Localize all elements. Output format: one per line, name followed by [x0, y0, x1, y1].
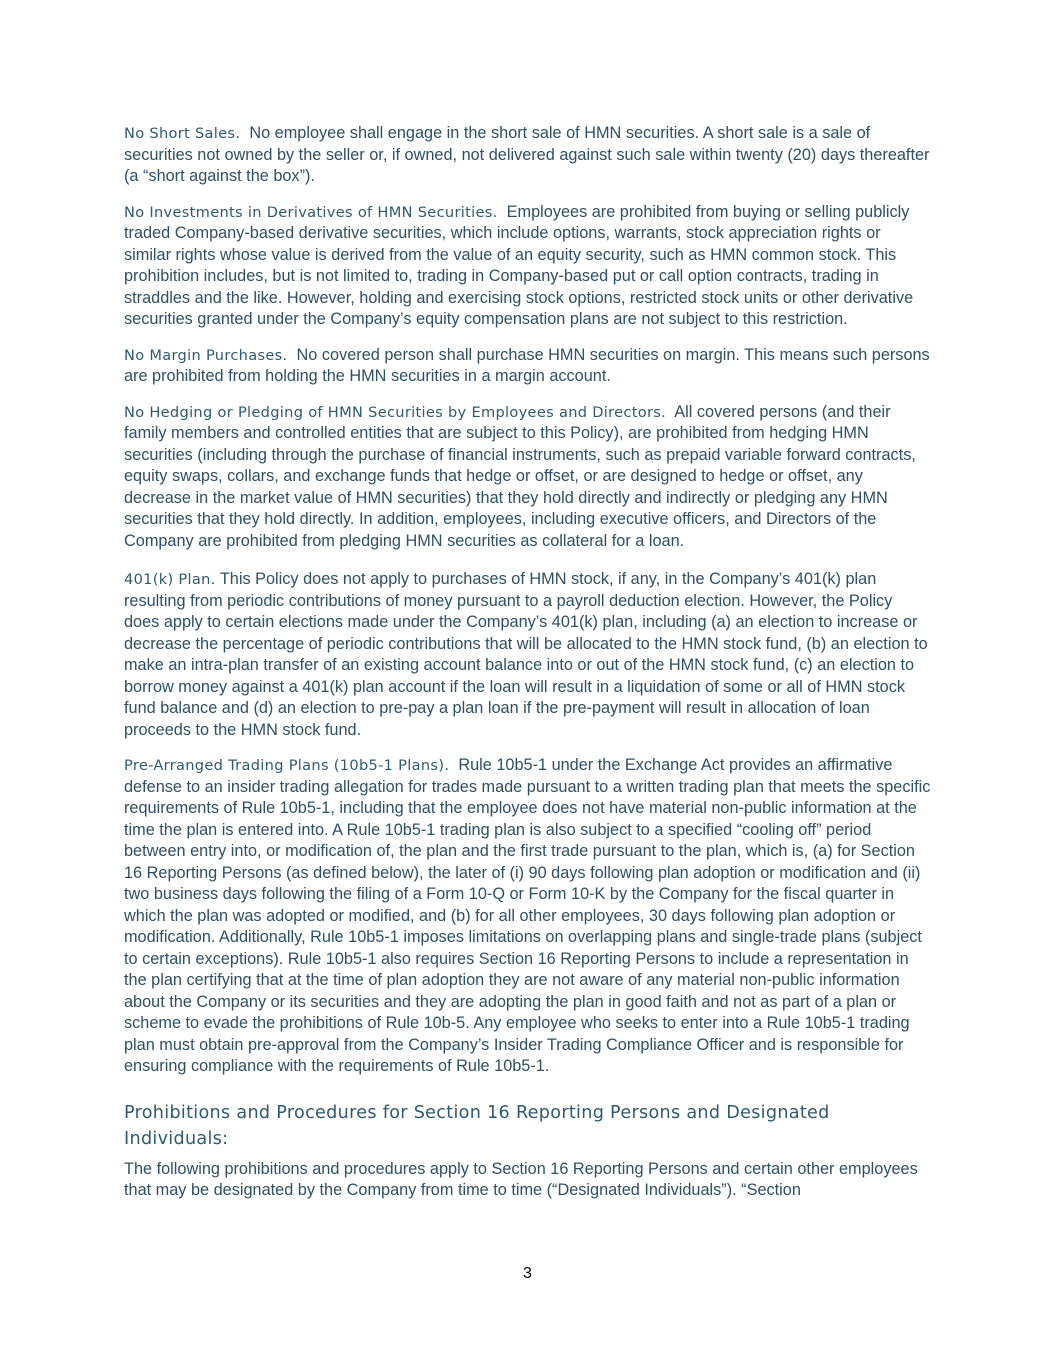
paragraph-lead: Pre-Arranged Trading Plans (10b5-1 Plans). — [124, 757, 450, 774]
paragraph-text: No covered person shall purchase HMN securities on margin. This means such persons are prohibited from holding the HMN securities in a margin account. — [124, 345, 930, 385]
paragraph-text: Employees are prohibited from buying or selling publicly traded Company-based derivative securities, which include options, warrants, stock appreciation rights or similar rights whose value is derived from the value of an equity security, such as HMN common stock. This prohibition includes, but is not limited to, trading in Company-based put or call option contracts, trading in straddles and the like. However, holding and exercising stock options, restricted stock units or other derivative securities granted under the Company’s equity compensation plans are not subject to this restriction. — [124, 202, 914, 328]
page-content — [124, 123, 932, 1216]
paragraph-lead: No Hedging or Pledging of HMN Securities by Employees and Directors. — [124, 403, 667, 421]
paragraph-401k-plan — [124, 569, 932, 741]
paragraph-text: Rule 10b5-1 under the Exchange Act provides an affirmative defense to an insider trading allegation for trades made pursuant to a written trading plan that meets the specific requirements of Rule 10b5-1, including that the employee does not have material non-public information at the time the plan is entered into. A Rule 10b5-1 trading plan is also subject to a specified “cooling off” period between entry into, or modification of, the plan and the first trade pursuant to the plan, which is, (a) for Section 16 Reporting Persons (as defined below), the later of (i) 90 days following plan adoption or modification and (ii) two business days following the filing of a Form 10-Q or Form 10-K by the Company for the fiscal quarter in which the plan was adopted or modified, and (b) for all other employees, 30 days following plan adoption or modification. Additionally, Rule 10b5-1 imposes limitations on overlapping plans and single-trade plans (subject to certain exceptions). Rule 10b5-1 also requires Section 16 Reporting Persons to include a representation in the plan certifying that at the time of plan adoption they are not aware of any material non-public information about the Company or its securities and they are adopting the plan in good faith and not as part of a plan or scheme to evade the prohibitions of Rule 10b-5. Any employee who seeks to enter into a Rule 10b5-1 trading plan must obtain pre-approval from the Company’s Insider Trading Compliance Officer and is responsible for ensuring compliance with the requirements of Rule 10b5-1. — [124, 756, 931, 1075]
paragraph-no-hedging-pledging — [124, 402, 932, 553]
paragraph-text: No employee shall engage in the short sale of HMN securities. A short sale is a sale of securities not owned by the seller or, if owned, not delivered against such sale within twenty (20) days thereafter (a “short against the box”). — [124, 124, 930, 185]
paragraph-lead: No Investments in Derivatives of HMN Securities. — [124, 203, 498, 221]
paragraph-lead: 401(k) Plan. — [124, 571, 216, 588]
paragraph-text: This Policy does not apply to purchases of HMN stock, if any, in the Company’s 401(k) plan resulting from periodic contributions of money pursuant to a payroll deduction election. However, the Policy does apply to certain elections made under the Company’s 401(k) plan, including (a) an election to increase or decrease the percentage of periodic contributions that will be allocated to the HMN stock fund, (b) an election to make an intra-plan transfer of an existing account balance into or out of the HMN stock fund, (c) an election to borrow money against a 401(k) plan account if the loan will result in a liquidation of some or all of HMN stock fund balance and (d) an election to pre-pay a plan loan if the pre-payment will result in allocation of loan proceeds to the HMN stock fund. — [124, 570, 928, 739]
paragraph-10b5-1-plans — [124, 755, 932, 1078]
paragraph-lead: No Margin Purchases. — [124, 346, 288, 364]
section-intro-paragraph: The following prohibitions and procedures apply to Section 16 Reporting Persons and certain other employees that may be designated by the Company from time to time (“Designated Individuals”). “Section — [124, 1159, 918, 1199]
paragraph-lead: No Short Sales. — [124, 125, 241, 142]
paragraph-no-derivatives — [124, 202, 932, 331]
paragraph-no-margin-purchases — [124, 345, 932, 388]
section-heading: Prohibitions and Procedures for Section 16 Reporting Persons and Designated Individuals: — [124, 1102, 830, 1149]
paragraph-text: All covered persons (and their family members and controlled entities that are subject to this Policy), are prohibited from hedging HMN securities (including through the purchase of financial instruments, such as prepaid variable forward contracts, equity swaps, collars, and exchange funds that hedge or offset, or are designed to hedge or offset, any decrease in the market value of HMN securities) that they hold directly and indirectly or pledging any HMN securities that they hold directly. In addition, employees, including executive officers, and Directors of the Company are prohibited from pledging HMN securities as collateral for a loan. — [124, 402, 916, 550]
paragraph-no-short-sales — [124, 123, 932, 188]
page-number: 3 — [523, 1265, 532, 1282]
